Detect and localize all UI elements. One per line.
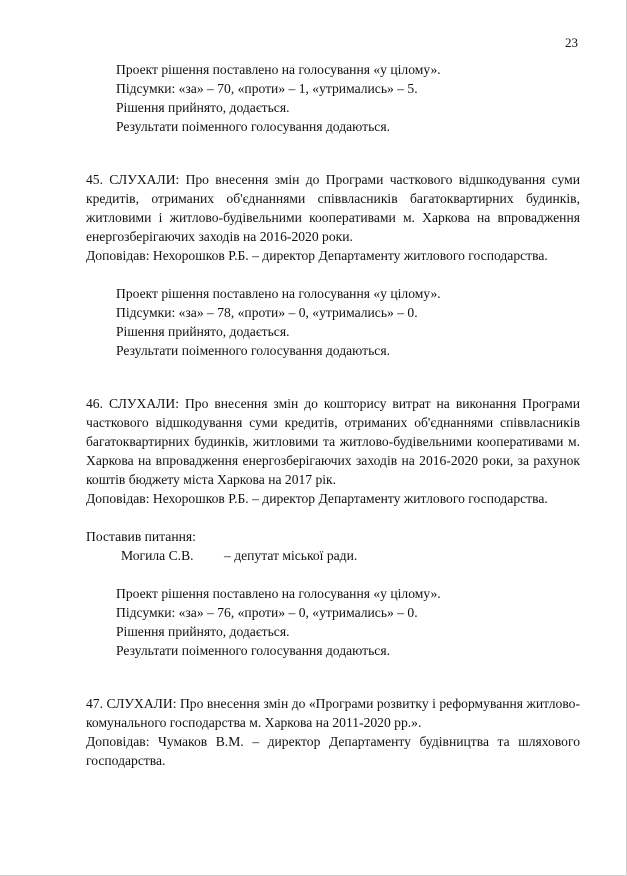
vote-block: [86, 284, 580, 360]
item-heading: 47. СЛУХАЛИ: Про внесення змін до «Програми розвитку і реформування житлово-комунального господарства м. Харкова на 2011-2020 рр.».: [86, 696, 580, 730]
item-speaker: Доповідав: Чумаков В.М. – директор Департаменту будівництва та шляхового господарства.: [86, 734, 580, 768]
agenda-item-46: [86, 394, 580, 660]
item-heading: 46. СЛУХАЛИ: Про внесення змін до кошторису витрат на виконання Програми часткового відшкодування суми кредитів, отриманих об'єднаннями співвласників багатоквартирних будинків, житловими та житлово-будівельними кооперативами м. Харкова на впровадження енергозберігаючих заходів на 2016-2020 роки, за рахунок коштів бюджету міста Харкова на 2017 рік.: [86, 396, 580, 487]
vote-line: Підсумки: «за» – 78, «проти» – 0, «утримались» – 0.: [116, 305, 418, 320]
page-number: 23: [565, 35, 578, 50]
vote-line: Результати поіменного голосування додаються.: [116, 343, 390, 358]
vote-line: Рішення прийнято, додається.: [116, 100, 290, 115]
vote-block: [86, 584, 580, 660]
vote-line: Проект рішення поставлено на голосування «у цілому».: [116, 286, 441, 301]
vote-block-top: [86, 60, 580, 136]
agenda-item-47: [86, 694, 580, 770]
vote-line: Проект рішення поставлено на голосування «у цілому».: [116, 586, 441, 601]
vote-line: Результати поіменного голосування додаються.: [116, 643, 390, 658]
item-speaker: Доповідав: Нехорошков Р.Б. – директор Департаменту житлового господарства.: [86, 491, 548, 506]
item-speaker: Доповідав: Нехорошков Р.Б. – директор Департаменту житлового господарства.: [86, 248, 548, 263]
vote-line: Рішення прийнято, додається.: [116, 624, 290, 639]
vote-line: Підсумки: «за» – 76, «проти» – 0, «утримались» – 0.: [116, 605, 418, 620]
question-role: – депутат міської ради.: [224, 548, 358, 563]
question-person: Могила С.В.: [121, 548, 194, 563]
question-speaker-line: [86, 546, 580, 565]
item-heading: 45. СЛУХАЛИ: Про внесення змін до Програми часткового відшкодування суми кредитів, отриманих об'єднаннями співвласників багатоквартирних будинків, житловими і житлово-будівельними кооперативами м. Харкова на впровадження енергозберігаючих заходів на 2016-2020 роки.: [86, 172, 580, 244]
agenda-item-45: [86, 170, 580, 360]
vote-line: Рішення прийнято, додається.: [116, 324, 290, 339]
question-label: Поставив питання:: [86, 529, 196, 544]
vote-line: Проект рішення поставлено на голосування «у цілому».: [116, 62, 441, 77]
vote-line: Підсумки: «за» – 70, «проти» – 1, «утримались» – 5.: [116, 81, 418, 96]
vote-line: Результати поіменного голосування додаються.: [116, 119, 390, 134]
page-content: [86, 60, 580, 770]
